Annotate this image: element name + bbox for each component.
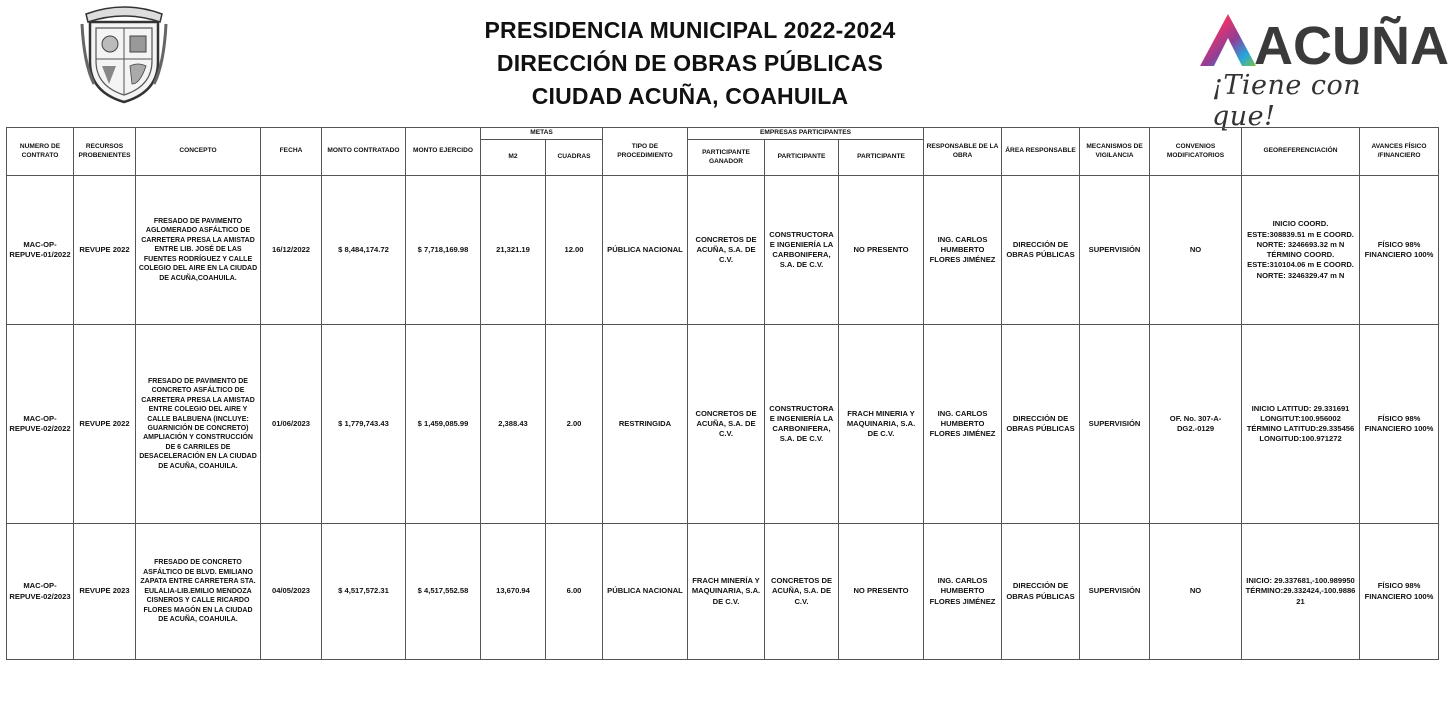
cell-mecanismos: SUPERVISIÓN <box>1080 176 1150 325</box>
cell-area: DIRECCIÓN DE OBRAS PÚBLICAS <box>1002 176 1080 325</box>
cell-concepto: FRESADO DE PAVIMENTO DE CONCRETO ASFÁLTICO DE CARRETERA PRESA LA AMISTAD ENTRE COLEGIO DEL AIRE Y CALLE BALBUENA (INCLUYE: GUARNICIÓN DE CONCRETO) AMPLIACIÓN Y CONSTRUCCIÓN DE 6 CARRILES DE DESACELERACIÓN EN LA CIUDAD DE ACUÑA, COAHUILA. <box>136 325 261 524</box>
table-row <box>7 325 1439 524</box>
header-participante-2: PARTICIPANTE <box>839 140 924 176</box>
header-responsable: RESPONSABLE DE LA OBRA <box>924 128 1002 176</box>
header-convenios: CONVENIOS MODIFICATORIOS <box>1150 128 1242 176</box>
table-row <box>7 524 1439 660</box>
cell-participante-2: FRACH MINERIA Y MAQUINARIA, S.A. DE C.V. <box>839 325 924 524</box>
header-concepto: CONCEPTO <box>136 128 261 176</box>
header-tipo: TIPO DE PROCEDIMIENTO <box>603 128 688 176</box>
cell-mecanismos: SUPERVISIÓN <box>1080 524 1150 660</box>
cell-ganador: CONCRETOS DE ACUÑA, S.A. DE C.V. <box>688 325 765 524</box>
acuna-logo-mark <box>1198 10 1449 76</box>
header-avances: AVANCES FÍSICO /FINANCIERO <box>1360 128 1439 176</box>
cell-m2: 2,388.43 <box>481 325 546 524</box>
cell-fecha: 16/12/2022 <box>261 176 322 325</box>
cell-area: DIRECCIÓN DE OBRAS PÚBLICAS <box>1002 325 1080 524</box>
cell-recursos: REVUPE 2022 <box>74 325 136 524</box>
cell-mecanismos: SUPERVISIÓN <box>1080 325 1150 524</box>
acuna-logo <box>1198 10 1449 132</box>
header-participante-1: PARTICIPANTE <box>765 140 839 176</box>
cell-participante-2: NO PRESENTO <box>839 176 924 325</box>
header-mecanismos: MECANISMOS DE VIGILANCIA <box>1080 128 1150 176</box>
cell-cuadras: 6.00 <box>546 524 603 660</box>
cell-fecha: 01/06/2023 <box>261 325 322 524</box>
cell-ganador: CONCRETOS DE ACUÑA, S.A. DE C.V. <box>688 176 765 325</box>
cell-participante-1: CONSTRUCTORA E INGENIERÍA LA CARBONIFERA, S.A. DE C.V. <box>765 325 839 524</box>
cell-monto-contratado: $ 4,517,572.31 <box>322 524 406 660</box>
cell-ganador: FRACH MINERÍA Y MAQUINARIA, S.A. DE C.V. <box>688 524 765 660</box>
cell-recursos: REVUPE 2023 <box>74 524 136 660</box>
header-monto-ejercido: MONTO EJERCIDO <box>406 128 481 176</box>
cell-responsable: ING. CARLOS HUMBERTO FLORES JIMÉNEZ <box>924 176 1002 325</box>
cell-monto-ejercido: $ 4,517,552.58 <box>406 524 481 660</box>
header-area: ÁREA RESPONSABLE <box>1002 128 1080 176</box>
contracts-table <box>6 127 1439 660</box>
cell-avances: FÍSICO 98% FINANCIERO 100% <box>1360 325 1439 524</box>
cell-fecha: 04/05/2023 <box>261 524 322 660</box>
cell-monto-contratado: $ 8,484,174.72 <box>322 176 406 325</box>
cell-convenios: NO <box>1150 524 1242 660</box>
table-row <box>7 176 1439 325</box>
cell-geo: INICIO COORD. ESTE:308839.51 m E COORD. NORTE: 3246693.32 m N TÉRMINO COORD. ESTE:310104.06 m E COORD. NORTE: 3246329.47 m N <box>1242 176 1360 325</box>
cell-recursos: REVUPE 2022 <box>74 176 136 325</box>
logo-slogan: ¡Tiene con que! <box>1212 70 1362 132</box>
cell-area: DIRECCIÓN DE OBRAS PÚBLICAS <box>1002 524 1080 660</box>
page-header <box>0 0 1451 132</box>
title-line-1: PRESIDENCIA MUNICIPAL 2022-2024 <box>484 17 896 43</box>
cell-monto-ejercido: $ 1,459,085.99 <box>406 325 481 524</box>
header-recursos: RECURSOS PROBENIENTES <box>74 128 136 176</box>
header-numero: NUMERO DE CONTRATO <box>7 128 74 176</box>
cell-participante-1: CONCRETOS DE ACUÑA, S.A. DE C.V. <box>765 524 839 660</box>
cell-avances: FÍSICO 98% FINANCIERO 100% <box>1360 524 1439 660</box>
cell-geo: INICIO LATITUD: 29.331691 LONGITUT:100.956002 TÉRMINO LATITUD:29.335456 LONGITUD:100.971272 <box>1242 325 1360 524</box>
cell-convenios: OF. No. 307-A-DG2.-0129 <box>1150 325 1242 524</box>
header-ganador: PARTICIPANTE GANADOR <box>688 140 765 176</box>
cell-cuadras: 12.00 <box>546 176 603 325</box>
cell-m2: 13,670.94 <box>481 524 546 660</box>
cell-numero: MAC-OP-REPUVE-02/2023 <box>7 524 74 660</box>
header-empresas: EMPRESAS PARTICIPANTES <box>688 128 924 140</box>
cell-m2: 21,321.19 <box>481 176 546 325</box>
header-fecha: FECHA <box>261 128 322 176</box>
header-m2: M2 <box>481 140 546 176</box>
logo-text: ACUÑA <box>1254 16 1449 76</box>
title-line-2: DIRECCIÓN DE OBRAS PÚBLICAS <box>496 50 884 76</box>
cell-avances: FÍSICO 98% FINANCIERO 100% <box>1360 176 1439 325</box>
cell-participante-1: CONSTRUCTORA E INGENIERÍA LA CARBONIFERA, S.A. DE C.V. <box>765 176 839 325</box>
cell-tipo: PÚBLICA NACIONAL <box>603 176 688 325</box>
municipal-seal-icon <box>80 4 168 104</box>
header-geo: GEOREFERENCIACIÓN <box>1242 128 1360 176</box>
cell-responsable: ING. CARLOS HUMBERTO FLORES JIMÉNEZ <box>924 325 1002 524</box>
cell-monto-ejercido: $ 7,718,169.98 <box>406 176 481 325</box>
cell-monto-contratado: $ 1,779,743.43 <box>322 325 406 524</box>
title-line-3: CIUDAD ACUÑA, COAHUILA <box>531 83 849 109</box>
header-metas: METAS <box>481 128 603 140</box>
cell-tipo: RESTRINGIDA <box>603 325 688 524</box>
cell-cuadras: 2.00 <box>546 325 603 524</box>
cell-geo: INICIO: 29.337681,-100.989950 TÉRMINO:29.332424,-100.988621 <box>1242 524 1360 660</box>
cell-numero: MAC-OP-REPUVE-02/2022 <box>7 325 74 524</box>
header-cuadras: CUADRAS <box>546 140 603 176</box>
document-title <box>380 14 1000 113</box>
cell-numero: MAC-OP-REPUVE-01/2022 <box>7 176 74 325</box>
cell-participante-2: NO PRESENTO <box>839 524 924 660</box>
cell-convenios: NO <box>1150 176 1242 325</box>
cell-responsable: ING. CARLOS HUMBERTO FLORES JIMÉNEZ <box>924 524 1002 660</box>
cell-tipo: PÚBLICA NACIONAL <box>603 524 688 660</box>
cell-concepto: FRESADO DE CONCRETO ASFÁLTICO DE BLVD. EMILIANO ZAPATA ENTRE CARRETERA STA. EULALIA-LIB.EMILIO MENDOZA CISNEROS Y CALLE RICARDO FLORES MAGÓN EN LA CIUDAD DE ACUÑA, COAHUILA. <box>136 524 261 660</box>
header-monto-contratado: MONTO CONTRATADO <box>322 128 406 176</box>
cell-concepto: FRESADO DE PAVIMENTO AGLOMERADO ASFÁLTICO DE CARRETERA PRESA LA AMISTAD ENTRE LIB. JOSÉ DE LAS FUENTES RODRÍGUEZ Y CALLE COLEGIO DEL AIRE EN LA CIUDAD DE ACUÑA,COAHUILA. <box>136 176 261 325</box>
